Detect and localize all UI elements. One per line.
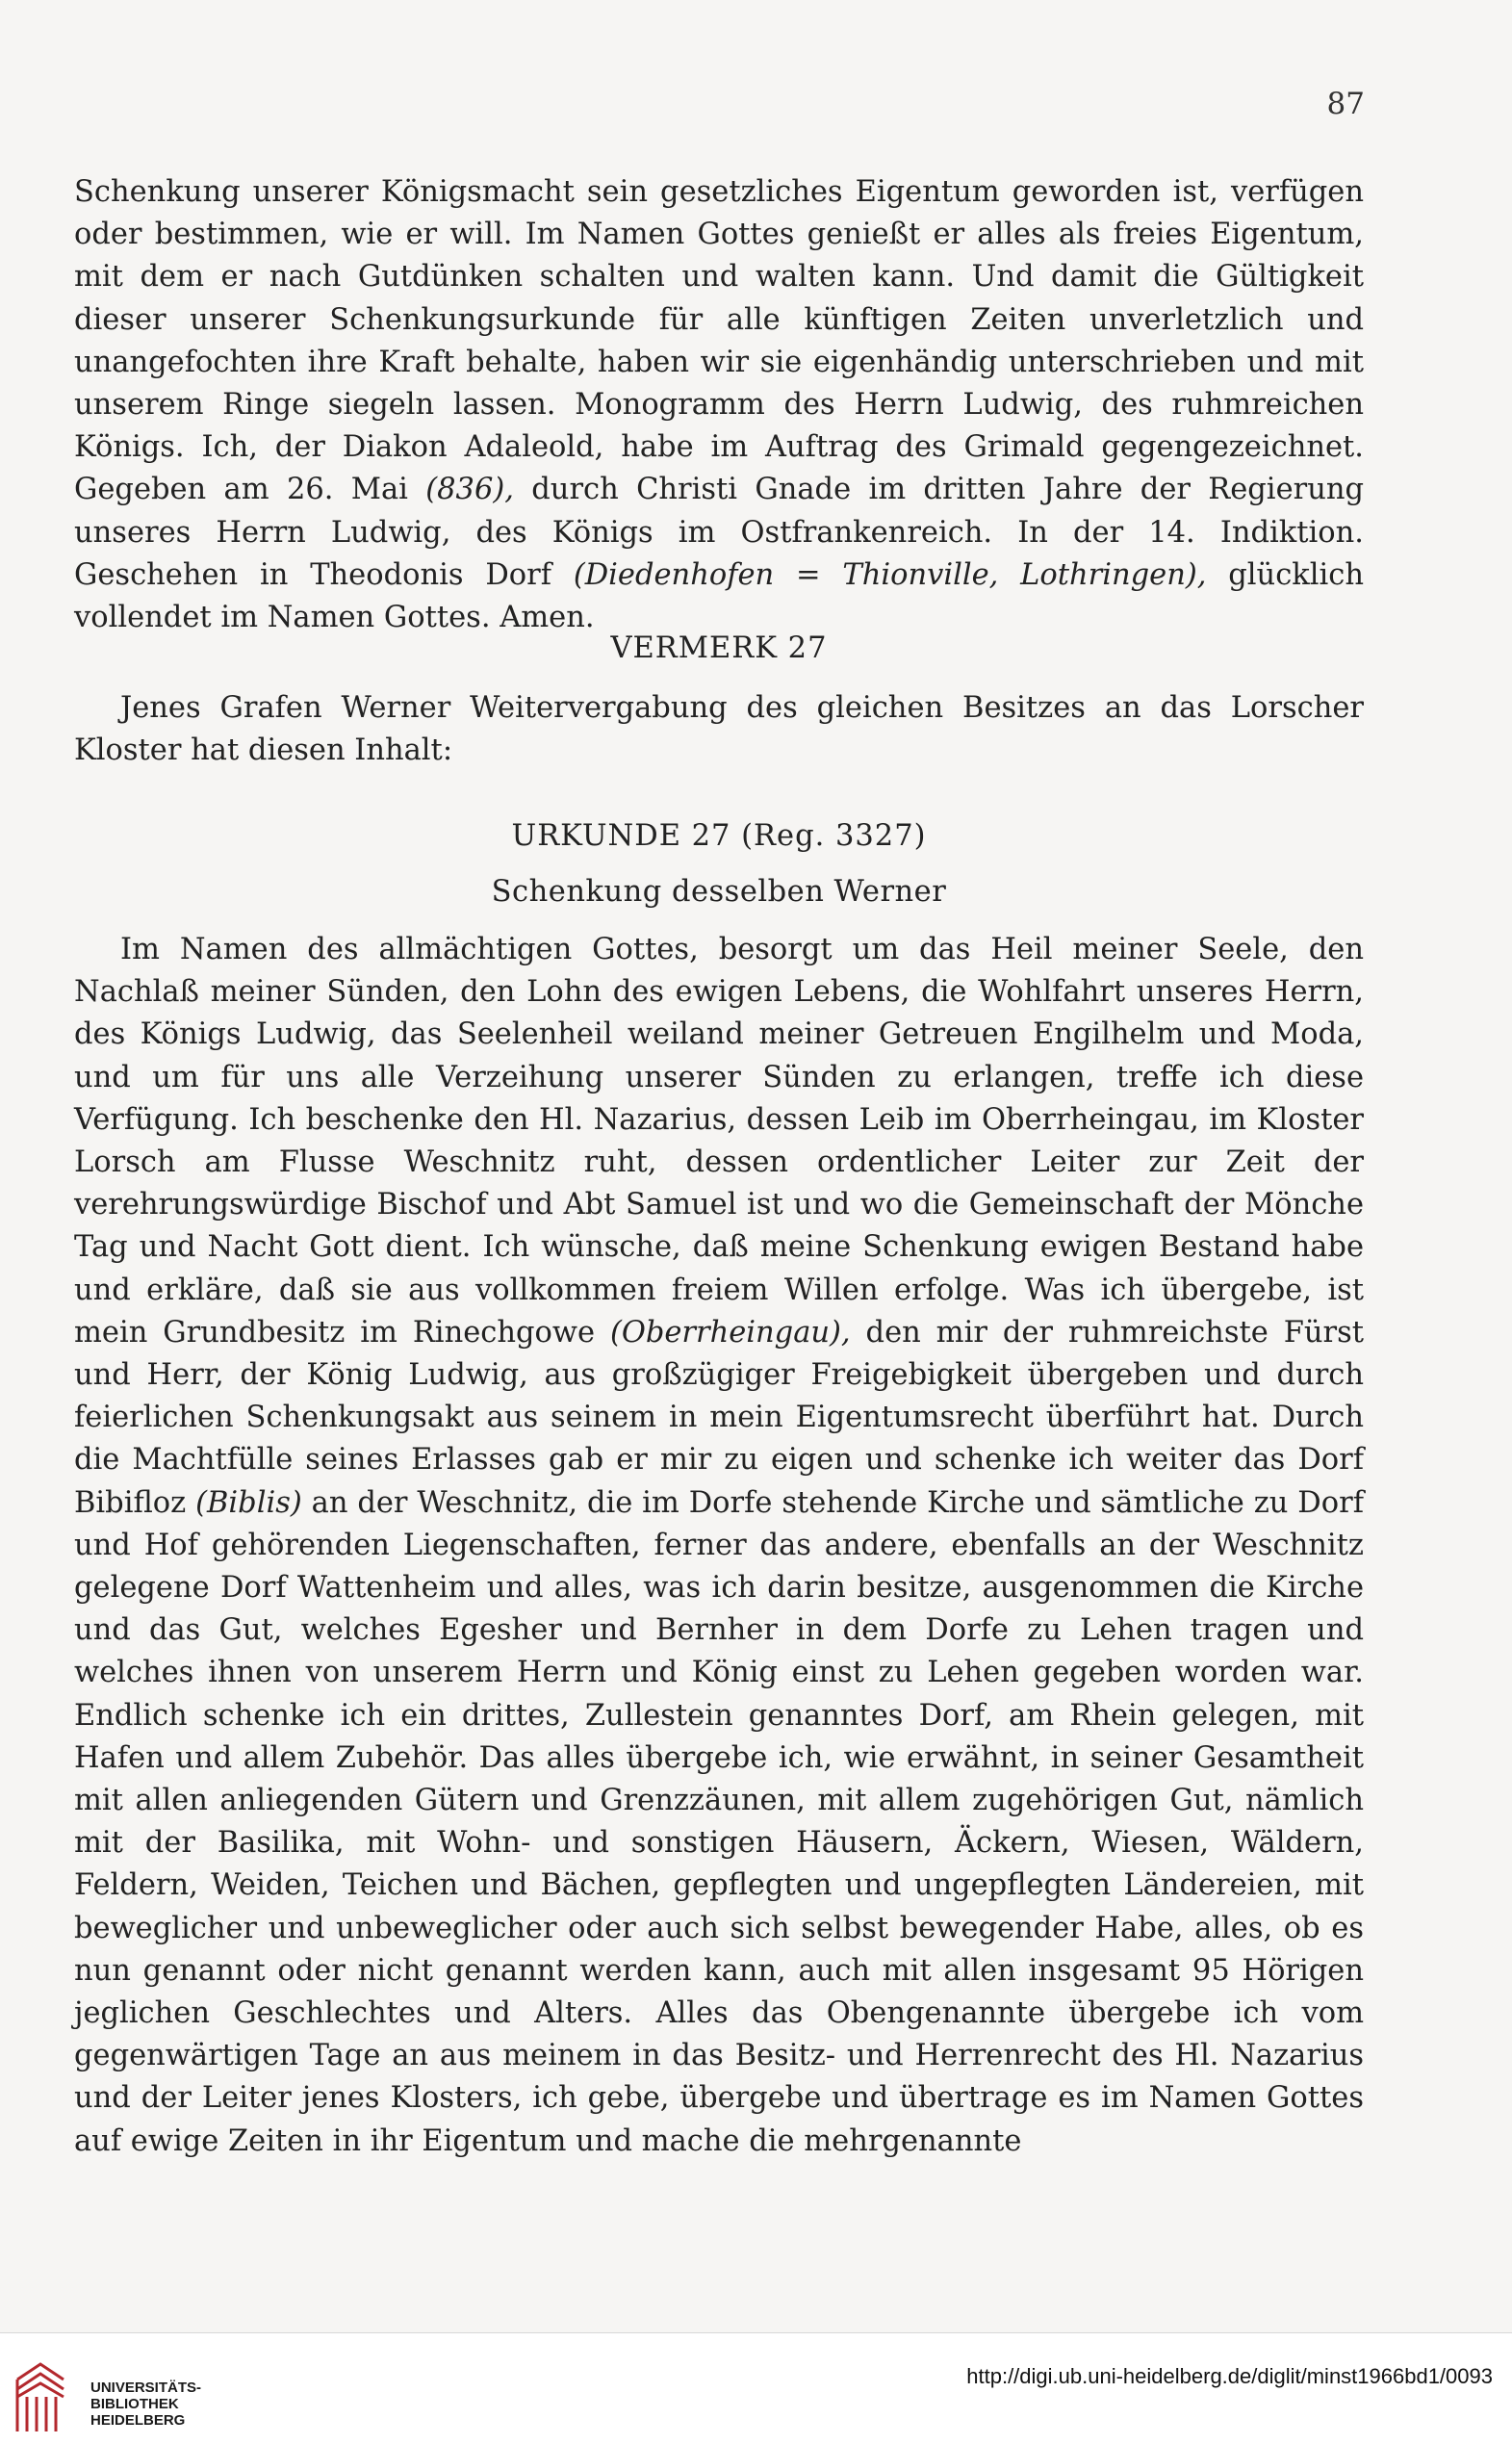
paragraph-1-text-b: durch Christi Gnade im dritten Jahre der Regierung unseres Herrn Ludwig, des Königs im Ostfrankenreich. In der 14. Indiktion. Geschehen in Theodonis Dorf	[74, 473, 1365, 592]
library-name-line-2: BIBLIOTHEK	[90, 2396, 179, 2412]
library-name-line-1: UNIVERSITÄTS-	[90, 2380, 202, 2396]
library-name-line-3: HEIDELBERG	[90, 2412, 186, 2429]
heading-urkunde: URKUNDE 27 (Reg. 3327)	[511, 819, 927, 853]
paragraph-3-text-b: den mir der ruhmreichste Fürst und Herr, der König Ludwig, aus großzügiger Freigebigkeit übergeben und durch feierlichen Schenkungsakt aus seinem in mein Eigentumsrecht überführt hat. Durch die Machtfülle seines Erlasses gab er mir zu eigen und schenke ich weiter das Dorf Bibifloz	[74, 1315, 1364, 1520]
footer-bar	[0, 2332, 1512, 2444]
paragraph-1-text-c: glücklich vollendet im Namen Gottes. Amen.	[74, 557, 1364, 635]
paragraph-1-place: (Diedenhofen = Thionville, Lothringen),	[573, 557, 1207, 592]
paragraph-3-biblis: (Biblis)	[195, 1485, 302, 1520]
paragraph-1-text-a: Schenkung unserer Königsmacht sein gesetzliches Eigentum geworden ist, verfügen oder bestimmen, wie er will. Im Namen Gottes genießt er alles als freies Eigentum, mit dem er nach Gutdünken schalten und walten kann. Und damit die Gültigkeit dieser unserer Schenkungsurkunde für alle künftigen Zeiten unverletzlich und unangefochten ihre Kraft behalte, haben wir sie eigenhändig unterschrieben und mit unserem Ringe siegeln lassen. Monogramm des Herrn Ludwig, des ruhmreichen Königs. Ich, der Diakon Adaleold, habe im Auftrag des Grimald gegengezeichnet. Gegeben am 26. Mai	[74, 175, 1364, 507]
subheading: Schenkung desselben Werner	[491, 875, 947, 909]
paragraph-2-text: Jenes Grafen Werner Weitervergabung des gleichen Besitzes an das Lorscher Kloster hat diesen Inhalt:	[74, 691, 1364, 768]
page-number: 87	[1326, 87, 1365, 121]
paragraph-3-text-a: Im Namen des allmächtigen Gottes, besorgt um das Heil meiner Seele, den Nachlaß meiner Sünden, den Lohn des ewigen Lebens, die Wohlfahrt unseres Herrn, des Königs Ludwig, das Seelenheil weiland meiner Getreuen Engilhelm und Moda, und um für uns alle Verzeihung unserer Sünden zu erlangen, treffe ich diese Verfügung. Ich beschenke den Hl. Nazarius, dessen Leib im Oberrheingau, im Kloster Lorsch am Flusse Weschnitz ruht, dessen ordentlicher Leiter zur Zeit der verehrungswürdige Bischof und Abt Samuel ist und wo die Gemeinschaft der Mönche Tag und Nacht Gott dient. Ich wünsche, daß meine Schenkung ewigen Bestand habe und erkläre, daß sie aus vollkommen freiem Willen erfolge. Was ich übergebe, ist mein Grundbesitz im Rinechgowe	[74, 933, 1364, 1350]
library-name	[90, 2380, 201, 2429]
paragraph-3	[74, 929, 1364, 2163]
paragraph-1-date: (836),	[425, 473, 514, 507]
heading-vermerk: VERMERK 27	[610, 631, 828, 665]
paragraph-3-gau: (Oberrheingau),	[609, 1315, 851, 1350]
paragraph-3-text-c: an der Weschnitz, die im Dorfe stehende Kirche und sämtliche zu Dorf und Hof gehörenden Liegenschaften, ferner das andere, ebenfalls an der Weschnitz gelegene Dorf Wattenheim und alles, was ich darin besitze, ausgenommen die Kirche und das Gut, welches Egesher und Bernher in dem Dorfe zu Lehen tragen und welches ihnen von unserem Herrn und König einst zu Lehen gegeben worden war. Endlich schenke ich ein drittes, Zullestein genanntes Dorf, am Rhein gelegen, mit Hafen und allem Zubehör. Das alles übergebe ich, wie erwähnt, in seiner Gesamtheit mit allen anliegenden Gütern und Grenzzäunen, mit allem zugehörigen Gut, nämlich mit der Basilika, mit Wohn- und sonstigen Häusern, Äckern, Wiesen, Wäldern, Feldern, Weiden, Teichen und Bächen, gepflegten und ungepflegten Ländereien, mit beweglicher und unbeweglicher oder auch sich selbst bewegender Habe, alles, ob es nun genannt oder nicht genannt werden kann, auch mit allen insgesamt 95 Hörigen jeglichen Geschlechtes und Alters. Alles das Obengenannte übergebe ich vom gegenwärtigen Tage an aus meinem in das Besitz- und Herrenrecht des Hl. Nazarius und der Leiter jenes Klosters, ich gebe, übergebe und übertrage es im Namen Gottes auf ewige Zeiten in ihr Eigentum und mache die mehrgenannte	[74, 1485, 1364, 2158]
paragraph-2	[74, 687, 1364, 772]
paragraph-1	[74, 171, 1364, 639]
source-url-link[interactable]: http://digi.ub.uni-heidelberg.de/diglit/minst1966bd1/0093	[966, 2364, 1493, 2388]
book-logo-icon	[13, 2358, 67, 2435]
